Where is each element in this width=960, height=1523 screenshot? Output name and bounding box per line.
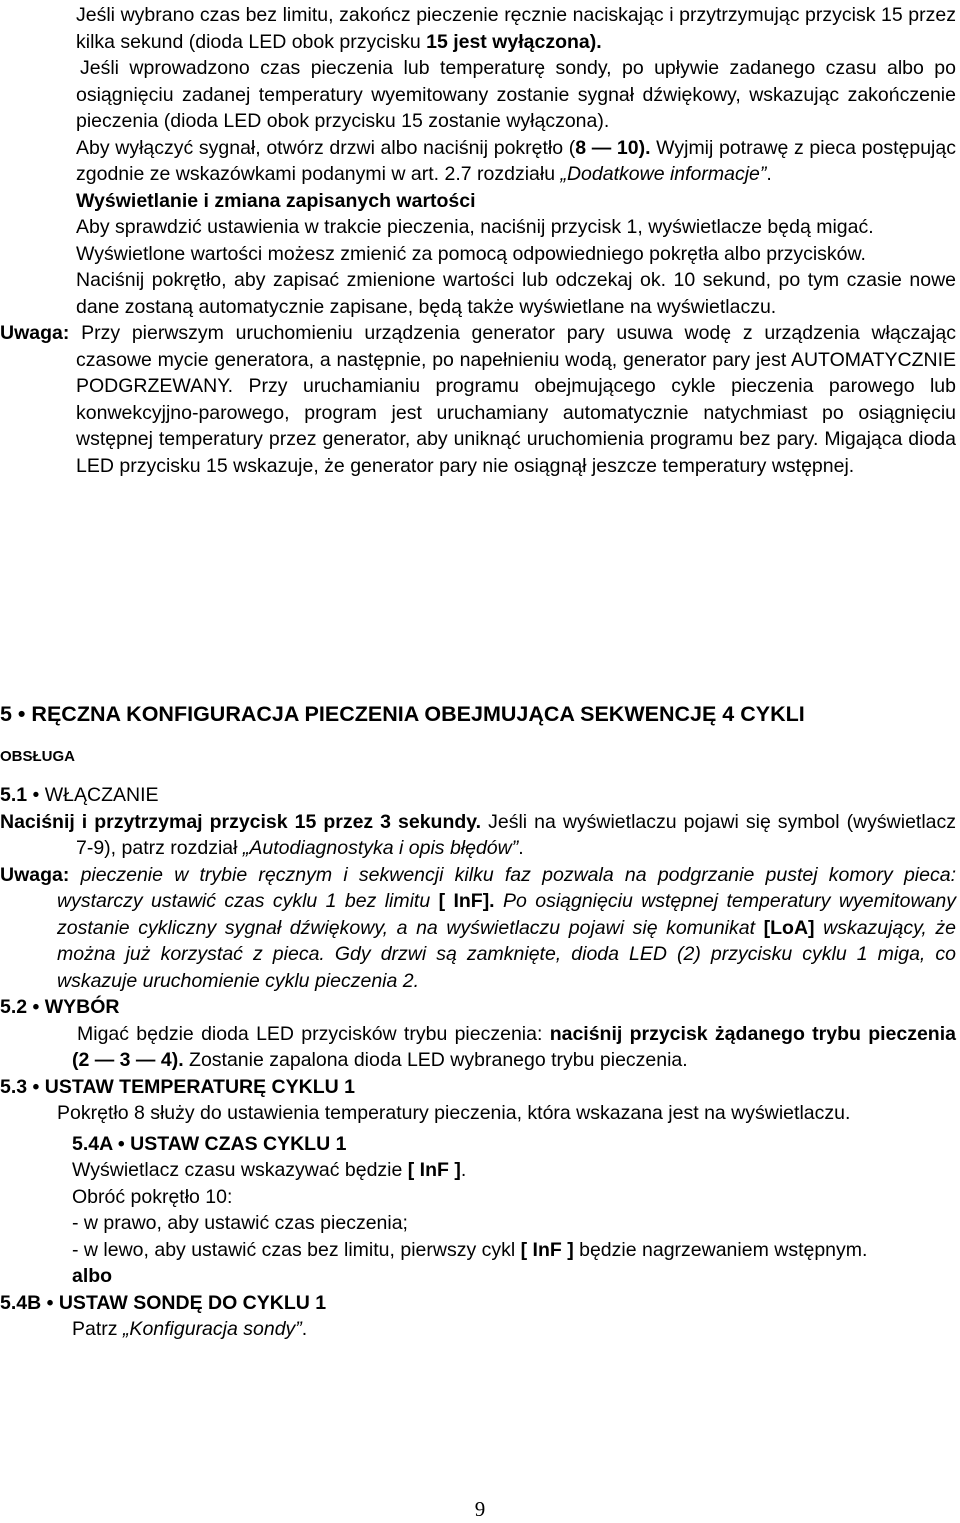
heading-5-1 [0,782,960,809]
note-label: Uwaga: [0,863,70,886]
paragraph-check-settings: Aby sprawdzić ustawienia w trakcie pieczenia, naciśnij przycisk 1, wyświetlacze będą migać. [76,216,874,238]
page-number: 9 [474,1497,486,1521]
heading-number: 5.3 [0,1075,28,1098]
note-label: Uwaga: [0,322,70,344]
text: Jeśli wybrano czas bez limitu, zakończ pieczenie ręcznie naciskając i przytrzymując przycisk 15 przez kilka sekund (dioda LED obok przycisku [76,4,956,53]
text: . [518,837,524,859]
line-albo: albo [72,1265,113,1287]
line-time-display [72,1157,956,1184]
text: Jeśli na wyświetlaczu pojawi się symbol (wyświetlacz 7-9), patrz rozdział [76,810,957,859]
bold-text: Naciśnij i przytrzymaj przycisk 15 przez 3 sekundy. [0,810,482,833]
bold-text: 8 — 10). [575,136,651,159]
text: Wyświetlacz czasu wskazywać będzie [72,1159,408,1181]
text: - w lewo, aby ustawić czas bez limitu, pierwszy cykl [72,1238,521,1261]
bold-text: [ InF ] [520,1238,574,1261]
italic-text: „Konfiguracja sondy” [122,1318,302,1340]
top-text [0,2,960,479]
text: Migać będzie dioda LED przycisków trybu pieczenia: [77,1022,550,1045]
note-first-start [0,320,956,479]
text: Patrz [72,1318,123,1340]
paragraph-5-2 [72,1021,956,1074]
text: Po osiągnięciu wstępnej temperatury wyemitowany zostanie cykliczny sygnał dźwiękowy, a na wyświetlaczu pojawi się komunikat [57,890,956,939]
heading-5-4b: 5.4B • USTAW SONDĘ DO CYKLU 1 [0,1291,327,1314]
text: Zostanie zapalona dioda LED wybranego trybu pieczenia. [183,1049,688,1071]
heading-number: 5.2 [0,996,28,1018]
section-title: 5 • RĘCZNA KONFIGURACJA PIECZENIA OBEJMUJĄCA SEKWENCJĘ 4 CYKLI [0,702,805,726]
text: Wyjmij potrawę z pieca postępując zgodnie ze wskazówkami podanymi w art. 2.7 rozdziału [76,136,956,185]
heading-5-2 [0,994,960,1021]
text: wskazujący, że można już korzystać z pieca. Gdy drzwi są zamknięte, dioda LED (2) przycisku cyklu 1 miga, co wskazuje uruchomienie cyklu pieczenia 2. [57,916,956,992]
bold-text: [ InF]. [438,890,495,912]
paragraph-change-values: Wyświetlone wartości możesz zmienić za pomocą odpowiedniego pokrętła albo przycisków. [76,242,866,265]
bold-text: 15 jest wyłączona). [426,30,602,53]
text: . [766,163,772,185]
text: pieczenie w trybie ręcznym i sekwencji kilku faz pozwala na podgrzanie pustej komory pieca: wystarczy ustawić czas cyklu 1 bez limitu [57,863,956,912]
heading-text: • WYBÓR [32,996,120,1018]
paragraph-5-4b [72,1316,956,1343]
paragraph-5-3: Pokrętło 8 służy do ustawienia temperatury pieczenia, która wskazana jest na wyświetlaczu. [57,1102,851,1124]
line-turn-right: - w prawo, aby ustawić czas pieczenia; [72,1212,408,1234]
text: Przy pierwszym uruchomieniu urządzenia generator pary usuwa wodę z urządzenia włączając czasowe mycie generatora, a następnie, po napełnieniu wodą, generator pary jest AUTOMATYCZNIE PODGRZEWANY. Przy uruchamianiu programu obejmującego cykle pieczenia parowego lub konwekcyjjno-parowego, program jest uruchamiany automatycznie natychmiast po osiągnięciu wstępnej temperatury przez generator, aby uniknąć uruchomienia programu bez pary. Migająca dioda LED przycisku 15 wskazuje, że generator pary nie osiągnął jeszcze temperatury wstępnej. [69,322,956,477]
line-turn-knob: Obróć pokrętło 10: [72,1185,233,1208]
text: Aby wyłączyć sygnał, otwórz drzwi albo naciśnij pokrętło ( [76,136,576,159]
heading-text: • WŁĄCZANIE [32,784,159,806]
paragraph-5-1 [0,809,956,862]
text: . [301,1318,308,1340]
section-subtitle: OBSŁUGA [0,748,75,765]
heading-5-4a: 5.4A • USTAW CZAS CYKLU 1 [72,1132,347,1155]
section-5 [0,700,960,1343]
italic-text: „Autodiagnostyka i opis błędów” [242,837,519,859]
subheading-display-values: Wyświetlanie i zmiana zapisanych wartości [76,189,476,212]
bold-text: [ InF ] [407,1159,461,1181]
heading-text: • USTAW TEMPERATURĘ CYKLU 1 [32,1075,355,1098]
paragraph-no-time-limit [76,2,956,55]
bold-text: [LoA] [763,916,815,939]
text: . [460,1159,467,1181]
note-preheat [0,862,956,995]
bold-text: naciśnij przycisk żądanego trybu pieczenia (2 — 3 — 4). [72,1022,956,1071]
heading-5-3 [0,1074,960,1101]
paragraph-time-set [76,55,956,135]
line-turn-left [72,1237,956,1264]
paragraph-save-values: Naciśnij pokrętło, aby zapisać zmienione wartości lub odczekaj ok. 10 sekund, po tym czasie nowe dane zostaną automatycznie zapisane, będą także wyświetlane na wyświetlaczu. [76,269,956,318]
italic-text: „Dodatkowe informacje” [560,163,767,185]
text: będzie nagrzewaniem wstępnym. [573,1238,868,1261]
text: Jeśli wprowadzono czas pieczenia lub temperaturę sondy, po upływie zadanego czasu albo po osiągnięciu zadanej temperatury wyemitowany zostanie sygnał dźwiękowy, wskazując zakończenie pieczenia (dioda LED obok przycisku 15 zostanie wyłączona). [76,57,956,132]
heading-number: 5.1 [0,784,28,806]
paragraph-turn-off-signal [76,135,956,188]
